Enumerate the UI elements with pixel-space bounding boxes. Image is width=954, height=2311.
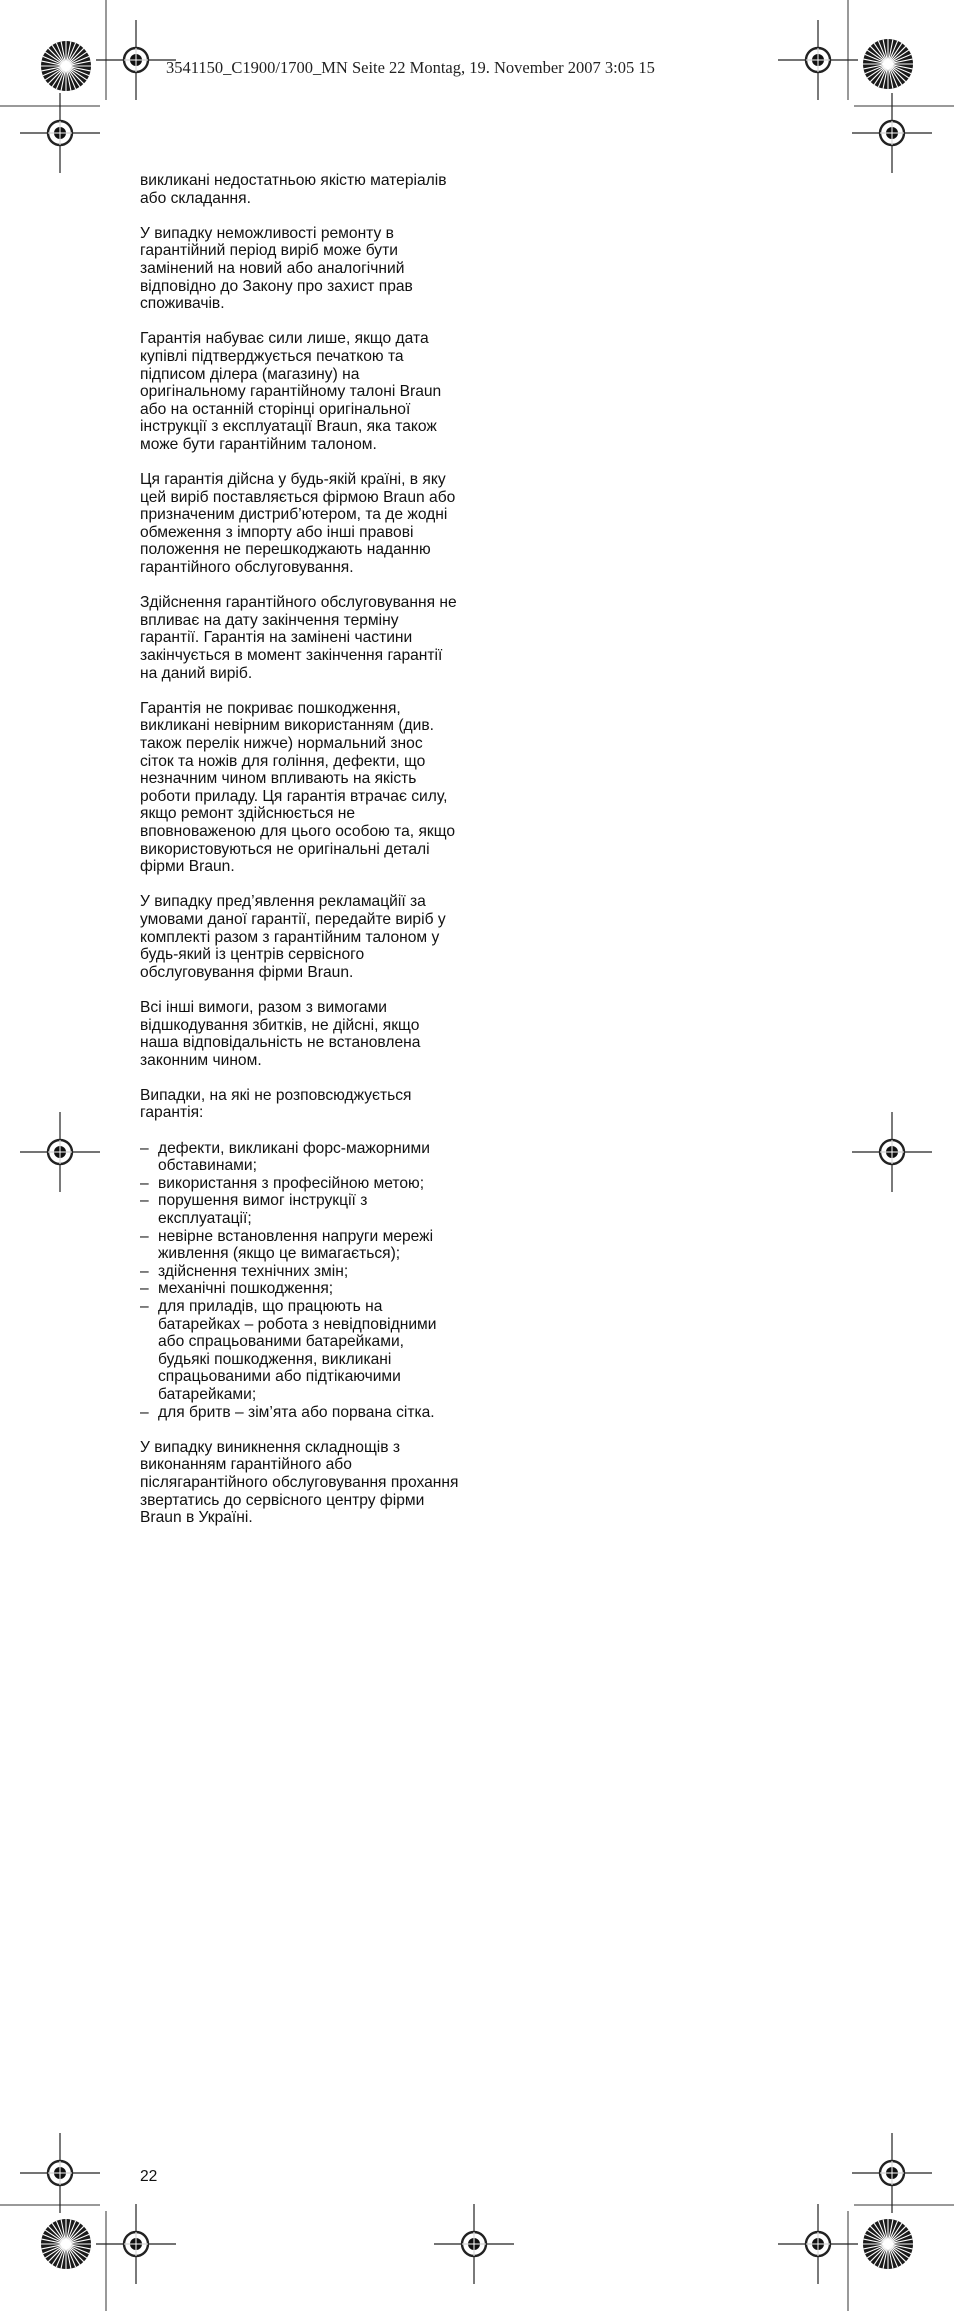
registration-mark-icon [852, 2133, 932, 2213]
list-item: – для приладів, що працюють на батарейках – робота з невідповідними або спрацьованими батарейками, будьякі пошкодження, викликані спрацьованими або підтікаючими батарейками; [140, 1298, 460, 1404]
warranty-text-column [140, 172, 460, 1544]
registration-mark-icon [96, 20, 176, 100]
star-target-top-right-icon [863, 39, 913, 89]
registration-mark-icon [20, 2133, 100, 2213]
list-item: – здійснення технічних змін; [140, 1263, 460, 1281]
print-slug: 3541150_C1900/1700_MN Seite 22 Montag, 19. November 2007 3:05 15 [166, 58, 655, 77]
paragraph: У випадку неможливості ремонту в гарантійний період виріб може бути замінений на новий або аналогічний відповідно до Закону про захист прав споживачів. [140, 224, 413, 313]
star-target-bottom-right-icon [863, 2219, 913, 2269]
registration-mark-icon [20, 93, 100, 173]
list-item: – невірне встановлення напруги мережі живлення (якщо це вимагається); [140, 1228, 460, 1263]
registration-mark-icon [852, 1112, 932, 1192]
registration-mark-icon [20, 1112, 100, 1192]
paragraph: Гарантія не покриває пошкодження, викликані невірним використанням (див. також перелік нижче) нормальний знос сіток та ножів для гоління, дефекти, що незначним чином впливають на якість роботи приладу. Ця гарантія втрачає силу, якщо ремонт здійснюється не вповноваженою для цього особою та, якщо використовуються не оригінальні деталі фірми Braun. [140, 699, 456, 876]
registration-mark-icon [778, 2204, 858, 2284]
exclusions-list [140, 1140, 460, 1422]
page-number: 22 [140, 2168, 158, 2185]
list-item: – порушення вимог інструкції з експлуатації; [140, 1192, 460, 1227]
paragraph: Всі інші вимоги, разом з вимогами відшкодування збитків, не дійсні, якщо наша відповідальність не встановлена законним чином. [140, 998, 421, 1069]
paragraph: У випадку пред’явлення рекламацйії за умовами даної гарантії, передайте виріб у комплекті разом з гарантійним талоном у будь-який із центрів сервісного обслуговування фірми Braun. [140, 893, 446, 981]
exclusions-heading: Випадки, на які не розповсюджується гарантія: [140, 1086, 412, 1122]
list-item: – для бритв – зім’ята або порвана сітка. [140, 1404, 460, 1422]
list-item: – механічні пошкодження; [140, 1280, 460, 1298]
paragraph: Гарантія набуває сили лише, якщо дата купівлі підтверджується печаткою та підписом ділера (магазину) на оригінальному гарантійному талоні Braun або на останній сторінці оригінальної інструкції з експлуатації Braun, яка також може бути гарантійним талоном. [140, 330, 442, 453]
registration-mark-icon [778, 20, 858, 100]
closing-paragraph: У випадку виникнення складнощів з виконанням гарантійного або післягарантійного обслуговування прохання звертатись до сервісного центру фірми Braun в Україні. [140, 1438, 459, 1527]
registration-mark-icon [96, 2204, 176, 2284]
list-item: – дефекти, викликані форс-мажорними обставинами; [140, 1140, 460, 1175]
paragraph: Ця гарантія дійсна у будь-якій країні, в яку цей виріб поставляється фірмою Braun або призначеним дистриб’ютером, та де жодні обмеження з імпорту або інші правові положення не перешкоджають наданню гарантійного обслуговування. [140, 471, 456, 577]
star-target-bottom-left-icon [41, 2219, 91, 2269]
paragraph: Здійснення гарантійного обслуговування не впливає на дату закінчення терміну гарантії. Гарантія на замінені частини закінчується в момент закінчення гарантії на даний виріб. [140, 594, 457, 682]
registration-mark-icon [434, 2204, 514, 2284]
star-target-top-left-icon [41, 41, 91, 91]
paragraph: викликані недостатньою якістю матеріалів або складання. [140, 172, 447, 207]
registration-mark-icon [852, 93, 932, 173]
list-item: – використання з професійною метою; [140, 1175, 460, 1193]
